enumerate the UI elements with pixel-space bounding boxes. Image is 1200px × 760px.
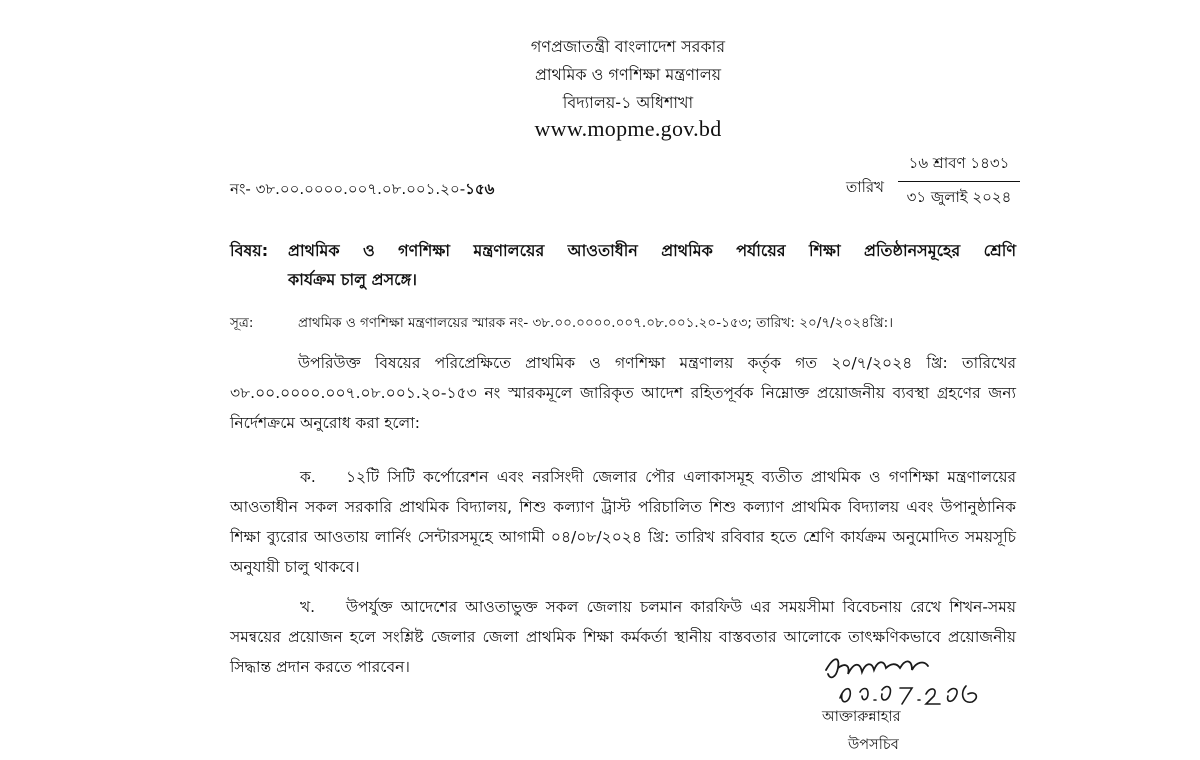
date-gregorian: ৩১ জুলাই ২০২৪ bbox=[906, 188, 1012, 206]
government-name: গণপ্রজাতন্ত্রী বাংলাদেশ সরকার bbox=[530, 37, 726, 56]
reference-text: প্রাথমিক ও গণশিক্ষা মন্ত্রণালয়ের স্মারক নং- ৩৮.০০.০০০০.০০৭.০৮.০০১.২০-১৫৩; তারিখ: ২০/৭/২০২৪খ্রি:। bbox=[298, 315, 894, 331]
branch-name: বিদ্যালয়-১ অধিশাখা bbox=[562, 93, 694, 112]
ministry-name: প্রাথমিক ও গণশিক্ষা মন্ত্রণালয় bbox=[534, 65, 722, 84]
memo-number bbox=[230, 178, 494, 203]
date-label: তারিখ bbox=[846, 178, 884, 196]
subject-line-1: প্রাথমিক ও গণশিক্ষা মন্ত্রণালয়ের আওতাধীন প্রাথমিক পর্যায়ের শিক্ষা প্রতিষ্ঠানসমূহের শ্রেণি bbox=[288, 241, 1016, 260]
subject-line-2: কার্যক্রম চালু প্রসঙ্গে। bbox=[288, 270, 417, 289]
intro-paragraph: উপরিউক্ত বিষয়ের পরিপ্রেক্ষিতে প্রাথমিক ও গণশিক্ষা মন্ত্রণালয় কর্তৃক গত ২০/৭/২০২৪ খ্রি: তারিখের ৩৮.০০.০০০০.০০৭.০৮.০০১.২০-১৫৩ নং স্মারকমূলে জারিকৃত আদেশ রহিতপূর্বক নিম্নোক্ত প্রয়োজনীয় ব্যবস্থা গ্রহণের জন্য নির্দেশক্রমে অনুরোধ করা হলো: bbox=[230, 354, 1016, 432]
list-item-marker: খ. bbox=[300, 598, 316, 616]
list-item bbox=[230, 462, 1016, 582]
handwritten-signature bbox=[820, 648, 1000, 708]
list-item-marker: ক. bbox=[300, 468, 316, 486]
ministry-website[interactable]: www.mopme.gov.bd bbox=[534, 116, 722, 141]
memo-number-suffix: ১৫৬ bbox=[465, 180, 495, 198]
date-bangla: ১৬ শ্রাবণ ১৪৩১ bbox=[908, 154, 1010, 172]
reference-label: সূত্র: bbox=[230, 315, 254, 331]
date-block bbox=[896, 152, 1022, 211]
list-item-text: ১২টি সিটি কর্পোরেশন এবং নরসিংদী জেলার পৌর এলাকাসমূহ ব্যতীত প্রাথমিক ও গণশিক্ষা মন্ত্রণালয়ের আওতাধীন সকল সরকারি প্রাথমিক বিদ্যালয়, শিশু কল্যাণ ট্রাস্ট পরিচালিত শিশু কল্যাণ প্রাথমিক বিদ্যালয় এবং উপানুষ্ঠানিক শিক্ষা ব্যুরোর আওতায় লার্নিং সেন্টারসমূহে আগামী ০৪/০৮/২০২৪ খ্রি: তারিখ রবিবার হতে শ্রেণি কার্যক্রম অনুমোদিত সময়সূচি অনুযায়ী চালু থাকবে। bbox=[230, 468, 1016, 576]
subject bbox=[230, 236, 1016, 294]
list-item-text: উপর্যুক্ত আদেশের আওতাভুক্ত সকল জেলায় চলমান কারফিউ এর সময়সীমা বিবেচনায় রেখে শিখন-সময় সমন্বয়ের প্রয়োজন হলে সংশ্লিষ্ট জেলার জেলা প্রাথমিক শিক্ষা কর্মকর্তা স্থানীয় বাস্তবতার আলোকে তাৎক্ষণিকভাবে প্রয়োজনীয় সিদ্ধান্ত প্রদান করতে পারবেন। bbox=[230, 598, 1016, 676]
signatory-name: আক্তারুন্নাহার bbox=[822, 709, 901, 725]
reference bbox=[230, 312, 893, 335]
memo-number-prefix: নং- ৩৮.০০.০০০০.০০৭.০৮.০০১.২০- bbox=[230, 180, 466, 198]
subject-label: বিষয়: bbox=[230, 241, 269, 260]
signatory-designation: উপসচিব bbox=[848, 737, 899, 753]
